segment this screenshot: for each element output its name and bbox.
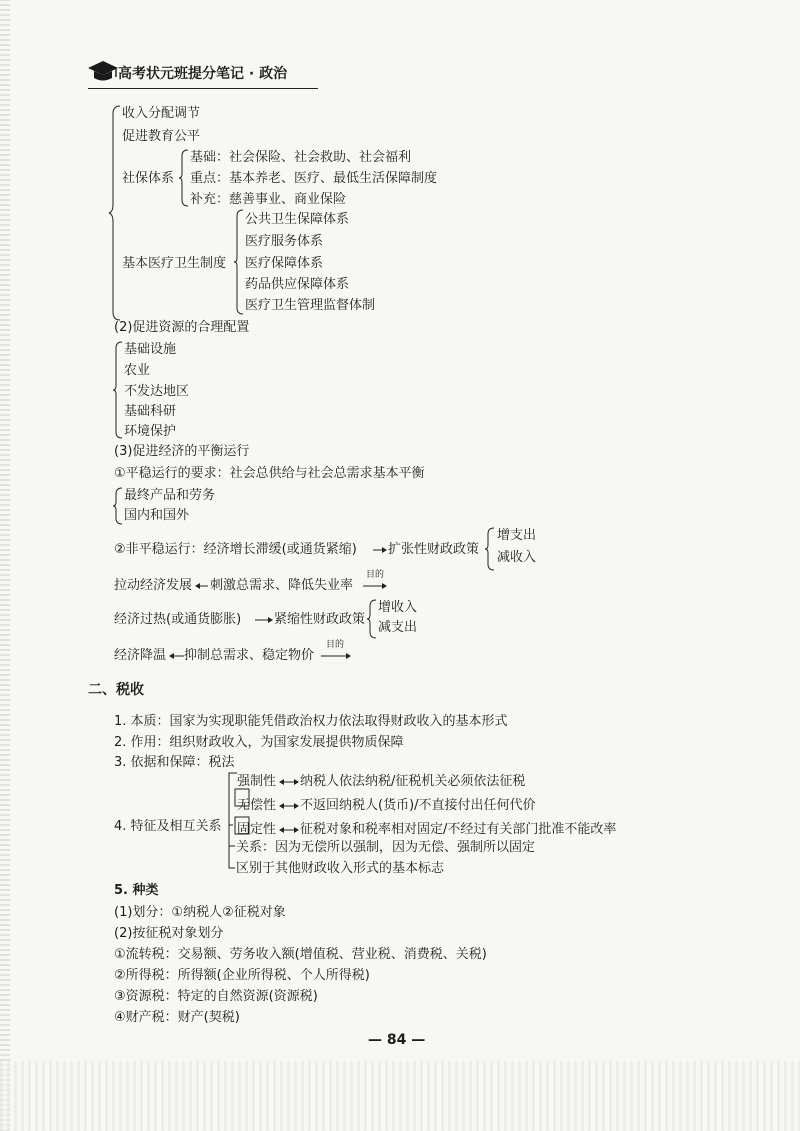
arrow-right-icon: [254, 614, 274, 626]
arrow-left-icon: [168, 650, 184, 662]
shebao-label: 社保体系: [122, 171, 175, 186]
list-item: 最终产品和劳务: [124, 488, 216, 503]
list-item: 减支出: [378, 620, 418, 635]
tax-types-heading: 5. 种类: [114, 883, 159, 898]
brace: [112, 486, 124, 526]
feature-relationship: 关系：因为无偿所以强制，因为无偿、强制所以固定: [236, 840, 536, 855]
header-title: 高考状元班提分笔记 · 政治: [118, 66, 288, 82]
double-arrow-icon: [278, 824, 300, 836]
list-item: 基础科研: [124, 404, 177, 419]
page-number: — 84 —: [368, 1032, 426, 1048]
list-item: 增收入: [378, 600, 418, 615]
feature-compulsory: 强制性: [237, 774, 277, 789]
section-title: (2)促进资源的合理配置: [114, 320, 250, 335]
stable-requirement: ①平稳运行的要求：社会总供给与社会总需求基本平衡: [114, 466, 425, 481]
brace: [233, 208, 245, 316]
expansionary-policy: 扩张性财政政策: [388, 542, 480, 557]
tax-type-line: ③资源税：特定的自然资源(资源税): [114, 989, 318, 1004]
scan-edge-left: [0, 0, 10, 1131]
list-item: 促进教育公平: [122, 129, 201, 144]
contractionary-policy: 紧缩性财政政策: [274, 612, 366, 627]
mortarboard-icon: [86, 58, 120, 84]
arrow-right-icon: [320, 650, 352, 662]
brace: [366, 598, 378, 640]
header-rule: [88, 88, 318, 89]
unstable-slow: ②非平稳运行：经济增长滞缓(或通货紧缩): [114, 542, 357, 557]
list-item: 医疗服务体系: [245, 234, 324, 249]
section-heading: 二、税收: [88, 682, 144, 698]
double-arrow-icon: [278, 776, 300, 788]
cooling: 经济降温: [114, 648, 167, 663]
arrow-right-icon: [362, 580, 388, 592]
feature-fixed: 固定性: [237, 822, 277, 837]
list-item: 不发达地区: [124, 384, 190, 399]
pull-growth: 拉动经济发展: [114, 578, 193, 593]
list-item: 补充：慈善事业、商业保险: [190, 192, 347, 207]
list-item: 农业: [124, 363, 151, 378]
list-item: 国内和国外: [124, 508, 190, 523]
list-item: 公共卫生保障体系: [245, 212, 350, 227]
stimulate-demand: 刺激总需求、降低失业率: [210, 578, 354, 593]
double-arrow-icon: [278, 800, 300, 812]
tax-type-line: ④财产税：财产(契税): [114, 1010, 240, 1025]
brace: [108, 104, 122, 322]
tax-type-line: (1)划分：①纳税人②征税对象: [114, 905, 286, 920]
tax-function: 2. 作用：组织财政收入，为国家发展提供物质保障: [114, 735, 404, 750]
yiliao-label: 基本医疗卫生制度: [122, 256, 227, 271]
purpose-label: 目的: [326, 640, 345, 650]
brace: [484, 526, 496, 572]
list-item: 增支出: [497, 528, 537, 543]
list-item: 基础：社会保险、社会救助、社会福利: [190, 150, 412, 165]
tax-type-line: ②所得税：所得额(企业所得税、个人所得税): [114, 968, 370, 983]
brace: [112, 340, 124, 440]
feature-fixed-desc: 征税对象和税率相对固定/不经过有关部门批准不能改率: [300, 822, 617, 837]
list-item: 收入分配调节: [122, 106, 201, 121]
section-title: (3)促进经济的平衡运行: [114, 444, 250, 459]
feature-gratuitous: 无偿性: [237, 798, 277, 813]
tax-type-line: (2)按征税对象划分: [114, 926, 224, 941]
tax-essence: 1. 本质：国家为实现职能凭借政治权力依法取得财政收入的基本形式: [114, 714, 508, 729]
list-item: 环境保护: [124, 424, 177, 439]
overheating: 经济过热(或通货膨胀): [114, 612, 242, 627]
arrow-right-icon: [372, 544, 388, 556]
list-item: 医疗保障体系: [245, 256, 324, 271]
tax-features-label: 4. 特征及相互关系: [114, 819, 222, 834]
list-item: 药品供应保障体系: [245, 277, 350, 292]
list-item: 重点：基本养老、医疗、最低生活保障制度: [190, 171, 438, 186]
list-item: 基础设施: [124, 342, 177, 357]
feature-distinction: 区别于其他财政收入形式的基本标志: [236, 861, 445, 876]
restrain-demand: 抑制总需求、稳定物价: [184, 648, 315, 663]
list-item: 医疗卫生管理监督体制: [245, 298, 376, 313]
tax-basis: 3. 依据和保障：税法: [114, 755, 235, 770]
arrow-left-icon: [194, 580, 208, 592]
scan-edge-bottom: [0, 1061, 800, 1131]
tax-type-line: ①流转税：交易额、劳务收入额(增值税、营业税、消费税、关税): [114, 947, 487, 962]
feature-compulsory-desc: 纳税人依法纳税/征税机关必须依法征税: [300, 774, 526, 789]
brace: [178, 148, 190, 208]
feature-gratuitous-desc: 不返回纳税人(货币)/不直接付出任何代价: [300, 798, 536, 813]
purpose-label: 目的: [366, 570, 385, 580]
list-item: 减收入: [497, 550, 537, 565]
